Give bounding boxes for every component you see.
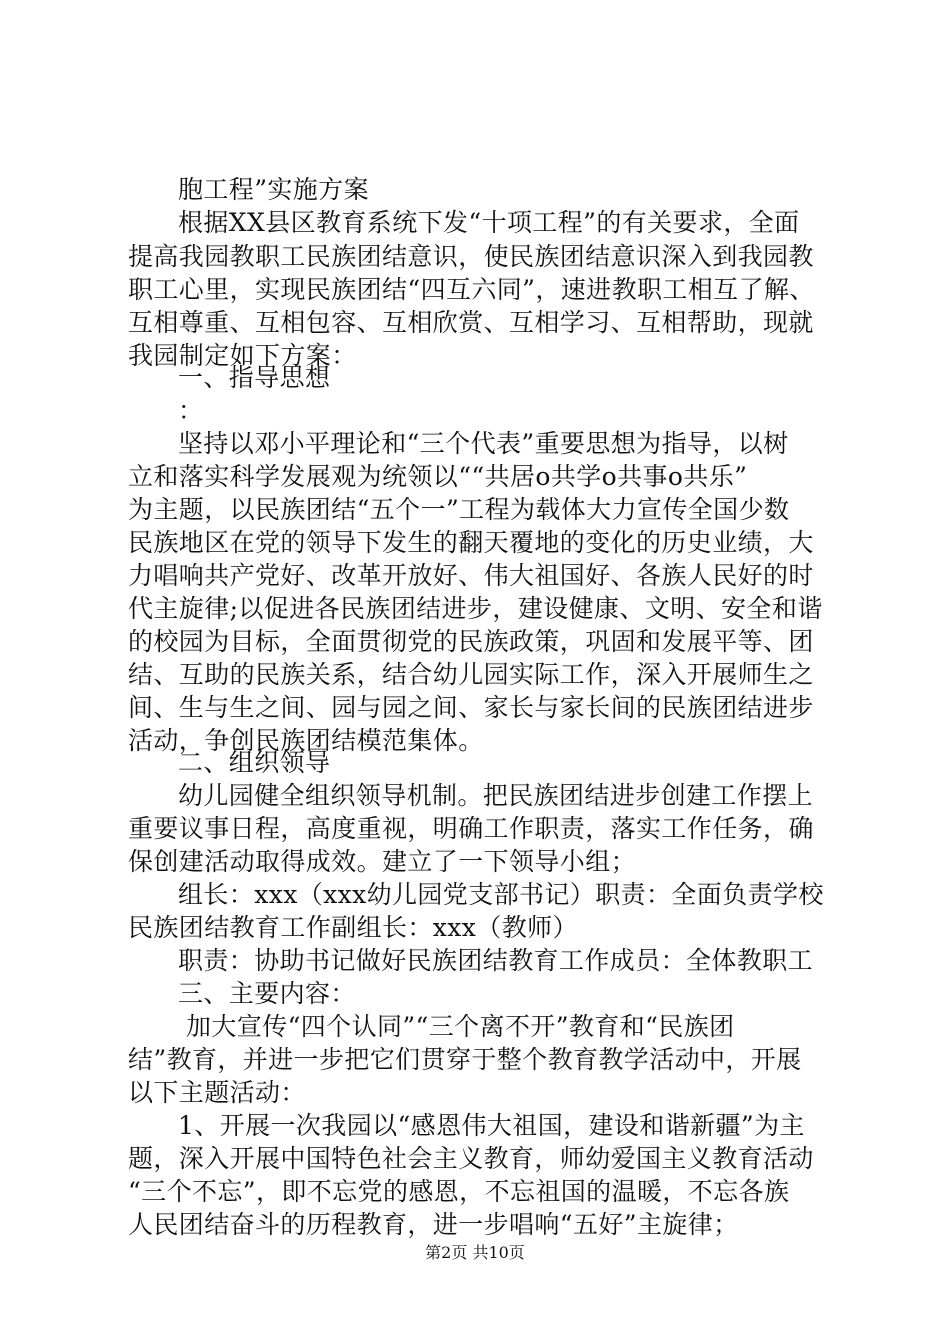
text-line: 结、互助的民族关系，结合幼儿园实际工作，深入开展师生之 — [128, 660, 814, 689]
text-line: 人民团结奋斗的历程教育，进一步唱响“五好”主旋律； — [128, 1210, 739, 1239]
text-line: 幼儿园健全组织领导机制。把民族团结进步创建工作摆上 — [178, 781, 814, 810]
text-line: 为主题，以民族团结“五个一”工程为载体大力宣传全国少数 — [128, 495, 790, 524]
text-line: 代主旋律;以促进各民族团结进步，建设健康、文明、安全和谐 — [128, 594, 823, 623]
section-heading: 三、主要内容： — [178, 979, 356, 1008]
text-line: 活动，争创民族团结模范集体。 — [128, 726, 484, 755]
text-line: 我园制定如下方案： — [128, 341, 357, 370]
text-line: 重要议事日程，高度重视，明确工作职责，落实工作任务，确 — [128, 814, 814, 843]
text-line: 组长：xxx（xxx幼儿园党支部书记）职责：全面负责学校 — [178, 880, 824, 909]
text-line: 题，深入开展中国特色社会主义教育，师幼爱国主义教育活动 — [128, 1144, 814, 1173]
text-line: 力唱响共产党好、改革开放好、伟大祖国好、各族人民好的时 — [128, 561, 814, 590]
text-line: 加大宣传“四个认同”“三个离不开”教育和“民族团 — [186, 1012, 735, 1041]
section-heading: 二、组织领导 — [178, 748, 331, 777]
text-line: 保创建活动取得成效。建立了一下领导小组； — [128, 847, 637, 876]
text-line: 1、开展一次我园以“感恩伟大祖国，建设和谐新疆”为主 — [178, 1111, 805, 1140]
text-line: 民族地区在党的领导下发生的翻天覆地的变化的历史业绩，大 — [128, 528, 814, 557]
text-line: 民族团结教育工作副组长：xxx（教师） — [128, 913, 578, 942]
text-line: 职工心里，实现民族团结“四互六同”，速进教职工相互了解、 — [128, 275, 815, 304]
page-number-footer: 第2页 共10页 — [425, 1243, 525, 1262]
text-line: 以下主题活动： — [128, 1078, 306, 1107]
text-line: 根据XX县区教育系统下发“十项工程”的有关要求，全面 — [178, 208, 800, 237]
text-line: “三个不忘”，即不忘党的感恩，不忘祖国的温暖，不忘各族 — [128, 1177, 790, 1206]
text-line: 坚持以邓小平理论和“三个代表”重要思想为指导，以树 — [178, 429, 789, 458]
section-heading: 一、指导思想 — [178, 363, 331, 392]
text-line: ： — [178, 396, 204, 425]
text-line: 立和落实科学发展观为统领以““共居o共学o共事o共乐” — [128, 462, 748, 491]
text-line: 的校园为目标，全面贯彻党的民族政策，巩固和发展平等、团 — [128, 627, 814, 656]
text-line: 结”教育，并进一步把它们贯穿于整个教育教学活动中，开展 — [128, 1045, 802, 1074]
text-line: 间、生与生之间、园与园之间、家长与家长间的民族团结进步 — [128, 693, 814, 722]
text-line: 互相尊重、互相包容、互相欣赏、互相学习、互相帮助，现就 — [128, 308, 814, 337]
text-line: 胞工程”实施方案 — [178, 175, 369, 204]
text-line: 提高我园教职工民族团结意识，使民族团结意识深入到我园教 — [128, 242, 814, 271]
text-line: 职责：协助书记做好民族团结教育工作成员：全体教职工 — [178, 946, 814, 975]
